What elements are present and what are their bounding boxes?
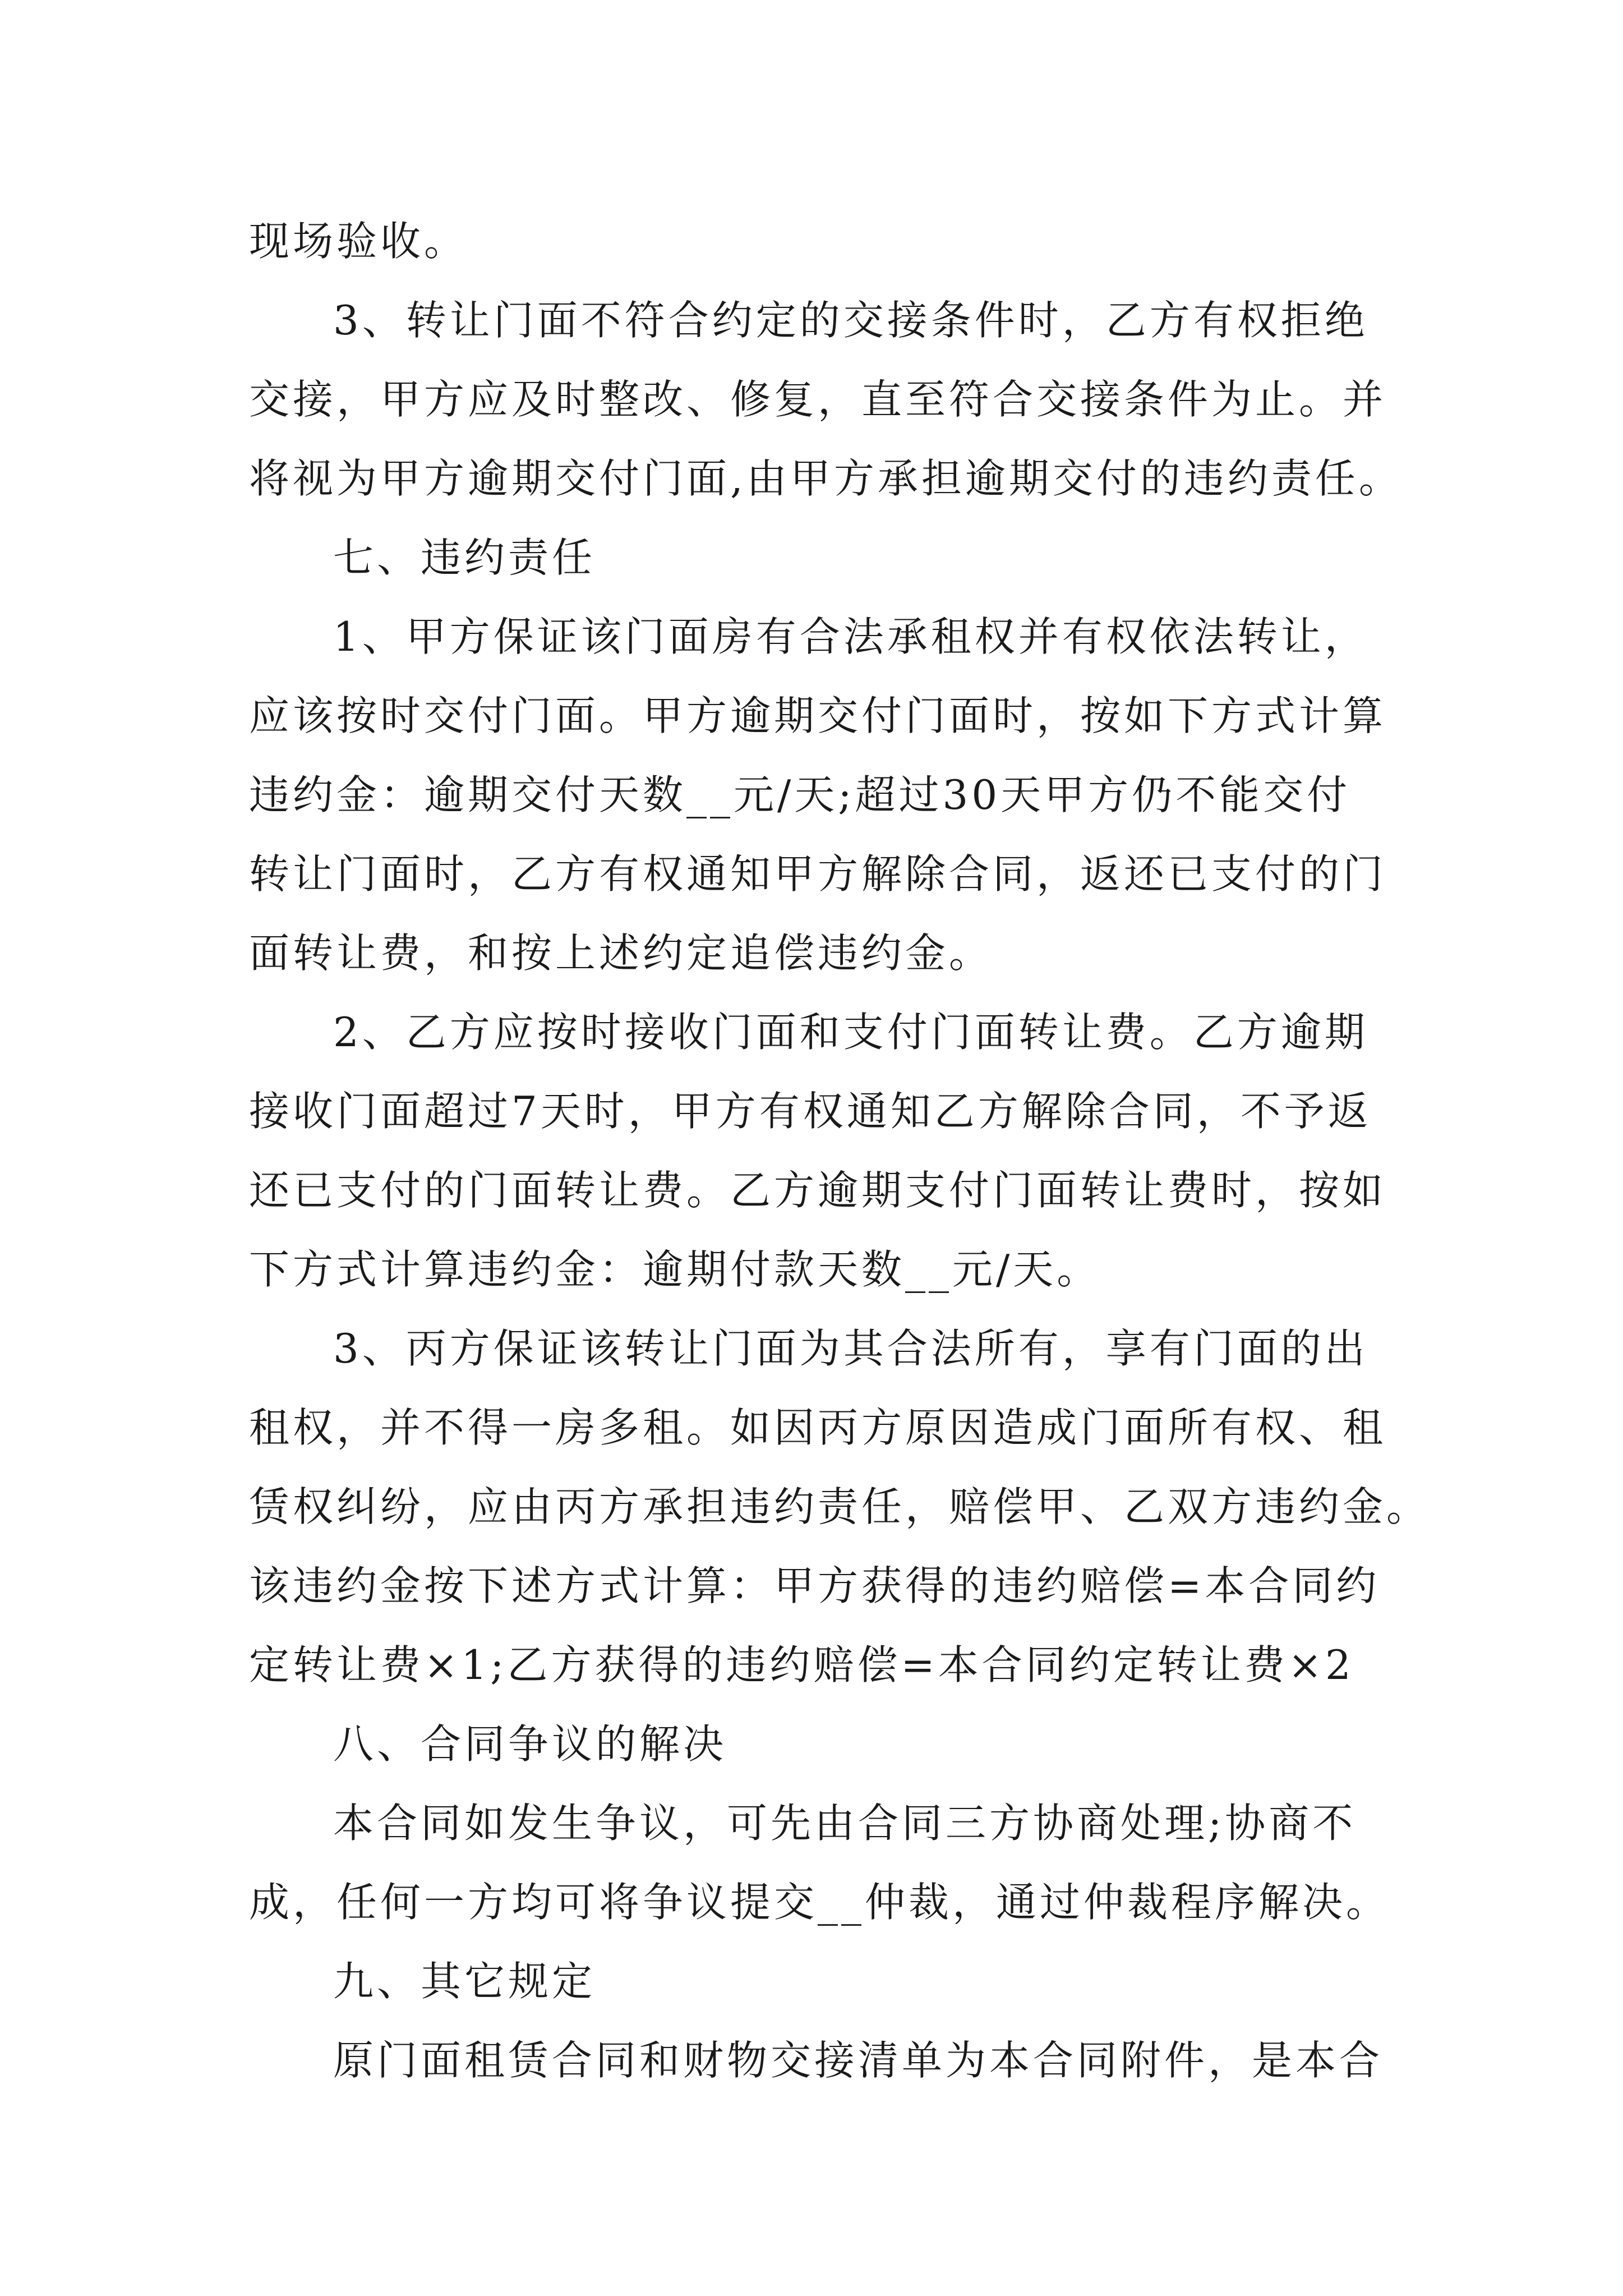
text-line: 八、合同争议的解决 <box>333 1720 727 1768</box>
text-line: 赁权纠纷，应由丙方承担违约责任，赔偿甲、乙双方违约金。 <box>249 1483 1431 1530</box>
text-line: 七、违约责任 <box>333 534 596 581</box>
text-line: 下方式计算违约金：逾期付款天数__元/天。 <box>249 1246 1101 1293</box>
text-line: 定转让费×1;乙方获得的违约赔偿=本合同约定转让费×2 <box>249 1641 1354 1688</box>
text-line: 现场验收。 <box>249 218 468 265</box>
text-line: 3、转让门面不符合约定的交接条件时，乙方有权拒绝 <box>333 297 1368 344</box>
text-line: 成，任何一方均可将争议提交__仲裁，通过仲裁程序解决。 <box>249 1879 1390 1926</box>
text-line: 2、乙方应按时接收门面和支付门面转让费。乙方逾期 <box>333 1009 1368 1056</box>
text-line: 违约金：逾期交付天数__元/天;超过30天甲方仍不能交付 <box>249 771 1351 818</box>
text-line: 应该按时交付门面。甲方逾期交付门面时，按如下方式计算 <box>249 692 1387 739</box>
text-line: 本合同如发生争议，可先由合同三方协商处理;协商不 <box>333 1800 1357 1847</box>
text-line: 1、甲方保证该门面房有合法承租权并有权依法转让， <box>333 613 1368 660</box>
text-line: 面转让费，和按上述约定追偿违约金。 <box>249 930 993 977</box>
text-line: 接收门面超过7天时，甲方有权通知乙方解除合同，不予返 <box>249 1088 1372 1135</box>
text-line: 还已支付的门面转让费。乙方逾期支付门面转让费时，按如 <box>249 1167 1387 1214</box>
text-line: 转让门面时，乙方有权通知甲方解除合同，返还已支付的门 <box>249 850 1387 898</box>
text-line: 该违约金按下述方式计算：甲方获得的违约赔偿=本合同约 <box>249 1562 1380 1609</box>
text-line: 交接，甲方应及时整改、修复，直至符合交接条件为止。并 <box>249 376 1387 423</box>
document-body <box>249 202 1431 2100</box>
text-line: 将视为甲方逾期交付门面,由甲方承担逾期交付的违约责任。 <box>249 455 1403 502</box>
text-line: 3、丙方保证该转让门面为其合法所有，享有门面的出 <box>333 1325 1368 1372</box>
text-line: 原门面租赁合同和财物交接清单为本合同附件，是本合 <box>333 2037 1384 2084</box>
text-line: 九、其它规定 <box>333 1958 596 2005</box>
text-line: 租权，并不得一房多租。如因丙方原因造成门面所有权、租 <box>249 1404 1387 1451</box>
